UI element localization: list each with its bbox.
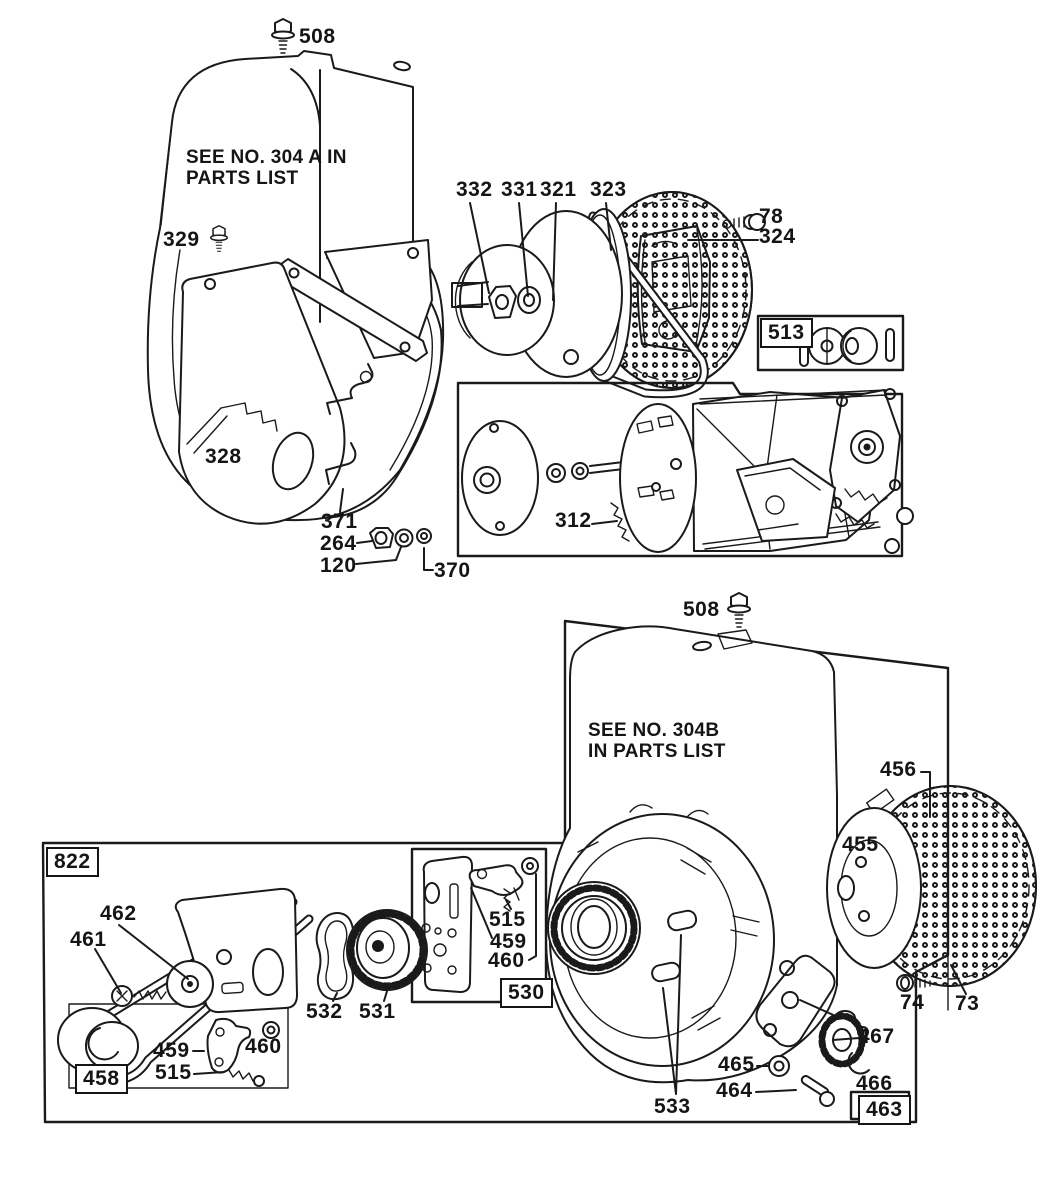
part-label-513: 513 [760, 318, 813, 348]
part-label-120: 120 [320, 554, 357, 577]
part-label-466: 466 [856, 1072, 893, 1095]
pulley-assembly [452, 209, 631, 381]
part-label-324: 324 [759, 225, 796, 248]
part-label-459: 459 [153, 1039, 190, 1062]
part-label-459: 459 [490, 930, 527, 953]
part-label-331: 331 [501, 178, 538, 201]
gear-531 [347, 910, 427, 990]
screw-508-bottom [728, 593, 750, 627]
lever-459 [208, 1019, 251, 1073]
pin-464 [800, 1074, 834, 1106]
part-label-515: 515 [155, 1061, 192, 1084]
part-label-264: 264 [320, 532, 357, 555]
part-label-460: 460 [245, 1035, 282, 1058]
blower-housing-304a [148, 51, 443, 548]
part-label-530: 530 [500, 978, 553, 1008]
part-label-463: 463 [858, 1095, 911, 1125]
part-label-455: 455 [842, 833, 879, 856]
part-label-531: 531 [359, 1000, 396, 1023]
part-label-371: 371 [321, 510, 358, 533]
part-label-461: 461 [70, 928, 107, 951]
part-label-73: 73 [955, 992, 980, 1015]
part-label-822: 822 [46, 847, 99, 877]
part-label-464: 464 [716, 1079, 753, 1102]
part-label-467: 467 [858, 1025, 895, 1048]
screw-508-top [272, 19, 294, 53]
part-label-458: 458 [75, 1064, 128, 1094]
part-label-532: 532 [306, 1000, 343, 1023]
part-label-462: 462 [100, 902, 137, 925]
part-label-465: 465 [718, 1053, 755, 1076]
part-label-460: 460 [488, 949, 525, 972]
part-label-312: 312 [555, 509, 592, 532]
part-label-508: 508 [683, 598, 720, 621]
electric-starter-box [458, 383, 913, 556]
part-label-533: 533 [654, 1095, 691, 1118]
flywheel-455 [827, 808, 921, 968]
note-304a: SEE NO. 304 A IN PARTS LIST [186, 147, 347, 190]
part-label-332: 332 [456, 178, 493, 201]
part-label-78: 78 [759, 205, 784, 228]
part-label-508: 508 [299, 25, 336, 48]
ring-gear [548, 882, 640, 974]
part-label-456: 456 [880, 758, 917, 781]
part-label-328: 328 [205, 445, 242, 468]
part-label-74: 74 [900, 991, 925, 1014]
part-label-323: 323 [590, 178, 627, 201]
washer-465 [769, 1056, 789, 1076]
roller-458 [58, 1008, 138, 1072]
part-label-321: 321 [540, 178, 577, 201]
part-label-370: 370 [434, 559, 471, 582]
note-304b: SEE NO. 304B IN PARTS LIST [588, 720, 726, 763]
part-label-329: 329 [163, 228, 200, 251]
part-label-515: 515 [489, 908, 526, 931]
